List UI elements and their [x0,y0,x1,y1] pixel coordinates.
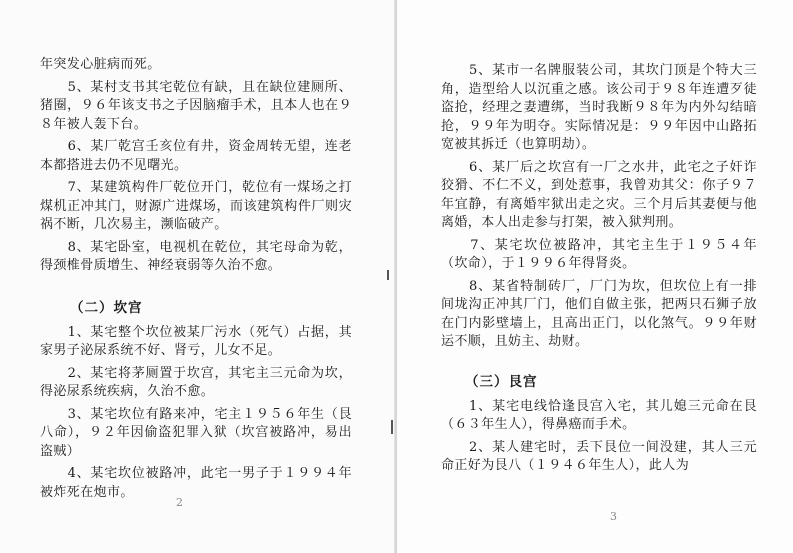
left-paragraph-4: 8、某宅卧室，电视机在乾位，其宅母命为乾，得颈椎骨质增生、神经衰弱等久治不愈。 [40,239,352,273]
right-section-paragraph-0: 1、某宅电线恰逢艮宫入宅，其儿媳三元命在艮（６３年生人），得鼻癌而手术。 [441,398,757,432]
left-page [0,0,396,553]
left-paragraph-1: 5、某村支书其宅乾位有缺，且在缺位建厕所、猪圈，９６年该支书之子因脑瘤手术，且本人也在９８年被人轰下台。 [40,79,352,132]
right-paragraph-0: 5、某市一名牌服装公司，其坎门顶是个特大三角，造型给人以沉重之感。该公司于９８年连遭歹徒盗抢，经理之妻遭绑，当时我断９８年为内外勾结暗抢，９９年为明夺。实际情况是：９９年因中山路拓宽被其拆迁（也算明劫）。 [441,63,757,152]
left-section-paragraph-1: 2、某宅将茅厕置于坎宫，其宅主三元命为坎，得泌尿系统疾病，久治不愈。 [40,365,352,399]
section-heading-gen: （三）艮宫 [465,373,538,390]
gutter-mark-lower [391,420,393,434]
left-paragraph-2: 6、某厂乾宫壬亥位有井，资金周转无望，连老本都搭进去仍不见曙光。 [40,139,352,173]
left-paragraph-0: 年突发心脏病而死。 [40,57,161,72]
left-section-paragraph-0: 1、某宅整个坎位被某厂污水（死气）占据，其家男子泌尿系统不好、肾亏，儿女不足。 [40,324,352,358]
right-paragraph-3: 8、某省特制砖厂，厂门为坎，但坎位上有一排间垅沟正冲其厂门，他们自做主张，把两只石狮子放在门内影壁墙上，且高出正门，以化煞气。９９年财运不顺，且妨主、劫财。 [441,278,757,349]
right-paragraph-1: 6、某厂后之坎宫有一厂之水井，此宅之子奸诈狡猾、不仁不义，到处惹事，我曾劝其父：你子９７年宜静，有离婚牢狱出走之灾。三个月后其妻便与他离婚，本人出走参与打架，被入狱判刑。 [441,159,757,230]
section-heading-kan: （二）坎宫 [70,299,143,316]
gutter-mark-upper [387,270,389,280]
left-section-paragraph-2: 3、某宅坎位有路来冲，宅主１９５６年生（艮八命），９２年因偷盗犯罪入狱（坎宫被路冲，易出盗贼） [40,406,352,459]
left-section-paragraph-3: 4、某宅坎位被路冲，此宅一男子于１９９４年被炸死在炮市。 [40,466,352,500]
right-page [397,0,793,553]
right-paragraph-2: 7、某宅坎位被路冲，其宅主生于１９５４年（坎命），于１９９６年得肾炎。 [441,237,757,271]
page-number-right: 3 [610,510,617,523]
left-paragraph-3: 7、某建筑构件厂乾位开门，乾位有一煤场之打煤机正冲其门，财源广进煤场，而该建筑构件厂则灾祸不断，几次易主，濒临破产。 [40,180,352,232]
right-section-paragraph-1: 2、某人建宅时，丢下艮位一间没建，其人三元命正好为艮八（１９４６年生人），此人为 [441,439,757,473]
page-number-left: 2 [176,496,183,509]
